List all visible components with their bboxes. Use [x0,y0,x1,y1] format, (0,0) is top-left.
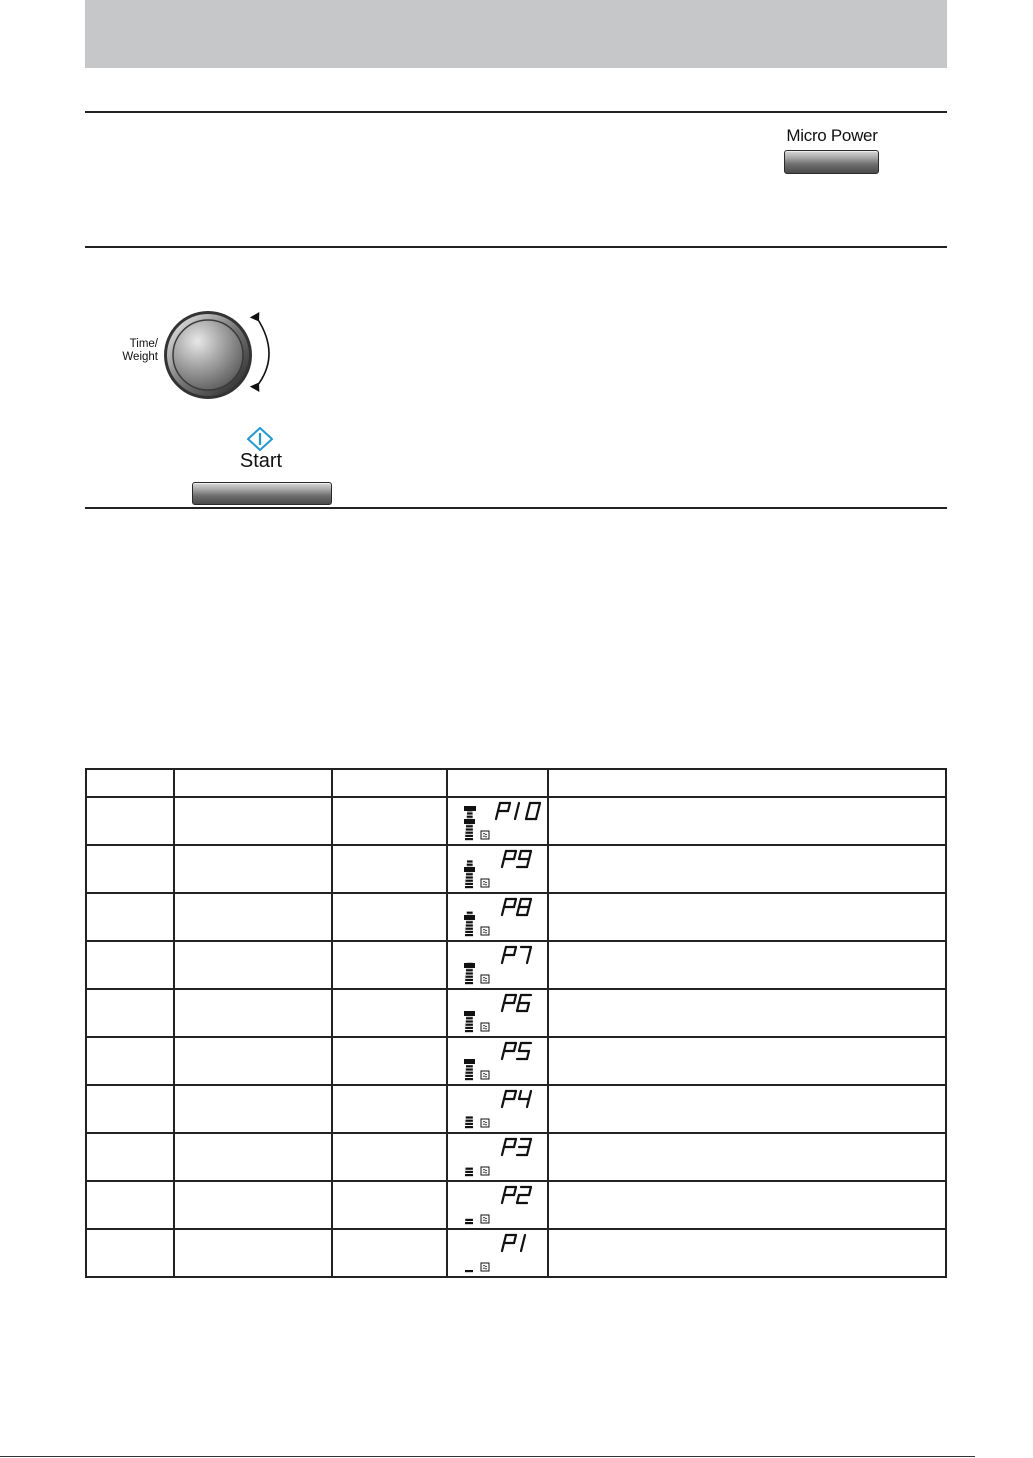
dial-label-line1: Time/ [129,338,158,350]
table-cell [86,797,174,845]
lcd-segment [514,851,516,859]
lcd-segment [504,1091,506,1099]
header-band [85,0,947,68]
lcd-segment [529,899,531,907]
pct50-marker [464,963,475,968]
power-bar [465,934,473,936]
table-cell [548,1133,946,1181]
power-bar [466,876,473,878]
power-bar [466,828,473,830]
power-bar [465,1030,473,1032]
lcd-segment [527,1003,529,1011]
footer-rule [0,1456,975,1457]
lcd-segment [514,1235,516,1243]
power-bar [466,972,473,974]
lcd-segment [517,803,519,811]
lcd-segment [504,1043,506,1051]
lcd-display-p8 [448,895,548,939]
lcd-segment [529,1187,531,1195]
table-cell [86,893,174,941]
table-cell [174,1085,332,1133]
lcd-display-p9 [448,847,548,891]
table-cell [332,1085,447,1133]
table-row [86,1133,946,1181]
lcd-segment [498,803,500,811]
power-bar [466,1020,473,1022]
dial-label-line2: Weight [122,351,158,363]
power-bar [465,1075,473,1077]
lcd-segment [514,995,516,1003]
power-bar [467,912,473,914]
power-bar [465,1171,473,1173]
lcd-segment [514,1187,516,1195]
microwave-wave-icon [483,1170,487,1174]
power-bar [466,1072,473,1074]
pct50-marker [464,1059,475,1064]
lcd-segment [517,1195,519,1203]
pct50-marker [464,867,475,872]
lcd-segment [519,1091,521,1099]
micro-power-button[interactable] [784,150,879,174]
table-cell [174,1133,332,1181]
table-cell [332,845,447,893]
table-cell [86,1229,174,1277]
display-cell [447,1037,548,1085]
power-bar [465,1174,473,1176]
table-row [86,941,946,989]
table-cell [86,1133,174,1181]
lcd-segment [502,1195,504,1203]
power-level-table [85,768,947,1278]
lcd-segment [508,803,510,811]
lcd-segment [517,907,519,915]
start-button[interactable] [192,482,332,505]
display-cell [447,1133,548,1181]
lcd-segment [502,859,504,867]
table-cell [548,797,946,845]
pct50-marker [464,1011,475,1016]
lcd-segment [527,859,529,867]
display-cell [447,845,548,893]
power-bar [465,931,473,933]
microwave-symbol-icon [481,1263,489,1271]
power-bar [466,928,473,930]
table-cell [174,1037,332,1085]
power-bar [466,976,473,978]
lcd-segment [527,1147,529,1155]
header-cell [86,769,174,797]
section-divider [85,246,947,248]
lcd-segment [527,907,529,915]
dial-label [106,338,158,364]
lcd-segment [528,803,530,811]
power-bar [466,873,473,875]
display-cell [447,893,548,941]
lcd-display-p4 [448,1087,548,1131]
table-cell [86,845,174,893]
display-cell [447,1181,548,1229]
lcd-segment [519,899,521,907]
power-bar [465,1126,473,1128]
table-cell [332,1133,447,1181]
microwave-symbol-icon [481,1023,489,1031]
lcd-segment [502,1051,504,1059]
table-cell [548,1229,946,1277]
table-row [86,1085,946,1133]
display-cell [447,1229,548,1277]
table-cell [332,1229,447,1277]
power-bar [467,860,473,862]
power-bar [466,1065,473,1067]
lcd-segment [517,1003,519,1011]
lcd-segment [496,811,498,819]
power-bar [466,825,473,827]
power-bar [465,1078,473,1080]
lcd-segment [529,851,531,859]
lcd-segment [519,1043,521,1051]
table-cell [174,1181,332,1229]
lcd-segment [504,899,506,907]
lcd-segment [502,1243,504,1251]
power-bar [465,838,473,840]
section-divider [85,111,947,113]
table-cell [174,797,332,845]
table-cell [174,893,332,941]
table-cell [174,845,332,893]
header-cell [174,769,332,797]
lcd-segment [504,1139,506,1147]
lcd-segment [514,947,516,955]
microwave-symbol-icon [481,1119,489,1127]
table-cell [332,941,447,989]
power-bar [467,812,473,814]
lcd-display-p10 [448,799,548,843]
power-bar [466,1168,473,1170]
table-cell [174,1229,332,1277]
display-cell [447,797,548,845]
lcd-segment [527,1099,529,1107]
power-bar [466,969,473,971]
lcd-segment [514,1139,516,1147]
table-row [86,989,946,1037]
lcd-display-p2 [448,1183,548,1227]
display-cell [447,941,548,989]
table-cell [86,1037,174,1085]
microwave-wave-icon [483,1026,487,1030]
microwave-wave-icon [483,1074,487,1078]
lcd-segment [504,995,506,1003]
pct50-marker [464,915,475,920]
table-row [86,1181,946,1229]
microwave-symbol-icon [481,975,489,983]
power-bar [466,832,473,834]
microwave-wave-icon [483,882,487,886]
table-cell [548,1085,946,1133]
microwave-wave-icon [483,930,487,934]
lcd-display-p7 [448,943,548,987]
microwave-wave-icon [483,834,487,838]
microwave-symbol-icon [481,831,489,839]
lcd-segment [502,1099,504,1107]
table-row [86,797,946,845]
table-cell [174,941,332,989]
power-bar [467,864,473,866]
power-bar [466,921,473,923]
power-bar [465,1219,473,1221]
table-cell [332,989,447,1037]
microwave-symbol-icon [481,1071,489,1079]
lcd-segment [527,955,529,963]
table-cell [548,1037,946,1085]
power-bar [465,979,473,981]
microwave-wave-icon [483,1218,487,1222]
table-cell [86,1085,174,1133]
display-cell [447,1085,548,1133]
lcd-segment [521,1243,523,1251]
lcd-display-p1 [448,1231,548,1275]
power-bar [466,1024,473,1026]
table-cell [86,989,174,1037]
header-cell [332,769,447,797]
table-cell [548,989,946,1037]
lcd-segment [504,851,506,859]
power-bar [465,1270,473,1272]
lcd-segment [504,947,506,955]
table-header-row [86,769,946,797]
lcd-segment [504,1187,506,1195]
power-bar [467,816,473,818]
power-bar [466,1120,473,1122]
table-row [86,893,946,941]
table-cell [174,989,332,1037]
lcd-segment [502,1147,504,1155]
power-bar [466,1116,473,1118]
microwave-symbol-icon [481,879,489,887]
lcd-segment [526,811,528,819]
table-cell [548,1181,946,1229]
microwave-symbol-icon [481,1215,489,1223]
lcd-segment [536,811,538,819]
microwave-symbol-icon [481,1167,489,1175]
start-label: Start [239,450,283,472]
table-row [86,845,946,893]
table-cell [86,941,174,989]
lcd-segment [514,899,516,907]
pct50-marker [464,819,475,824]
lcd-segment [502,907,504,915]
lcd-segment [502,955,504,963]
time-weight-dial[interactable] [163,308,283,413]
table-cell [332,1037,447,1085]
power-bar [465,883,473,885]
lcd-display-p6 [448,991,548,1035]
table-cell [548,893,946,941]
lcd-segment [538,803,540,811]
table-cell [332,797,447,845]
microwave-wave-icon [483,1266,487,1270]
power-bar [465,982,473,984]
table-cell [548,845,946,893]
table-cell [332,1181,447,1229]
power-bar [466,924,473,926]
start-diamond-icon [247,427,273,451]
header-cell [548,769,946,797]
lcd-segment [502,1003,504,1011]
lcd-segment [519,995,521,1003]
table-cell [86,1181,174,1229]
lcd-segment [527,1051,529,1059]
power-bar [465,835,473,837]
table-row [86,1229,946,1277]
lcd-segment [529,947,531,955]
lcd-segment [529,1091,531,1099]
header-cell [447,769,548,797]
table-row [86,1037,946,1085]
power-bar [466,880,473,882]
lcd-segment [504,1235,506,1243]
table-cell [548,941,946,989]
lcd-segment [514,1091,516,1099]
power-bar [466,1068,473,1070]
lcd-display-p5 [448,1039,548,1083]
lcd-segment [514,1043,516,1051]
power-bar [465,1027,473,1029]
pct100-marker [464,806,476,811]
section-divider [85,507,947,509]
power-bar [466,1017,473,1019]
rotate-arrow-icon [250,312,269,392]
lcd-segment [529,1139,531,1147]
microwave-wave-icon [483,1122,487,1126]
power-bar [465,886,473,888]
microwave-wave-icon [483,978,487,982]
lcd-segment [519,851,521,859]
micro-power-label: Micro Power [786,126,878,145]
power-bar [465,1123,473,1125]
table-cell [332,893,447,941]
microwave-symbol-icon [481,927,489,935]
lcd-segment [515,811,517,819]
display-cell [447,989,548,1037]
power-bar [465,1222,473,1224]
power-dial-icon [163,308,283,408]
lcd-display-p3 [448,1135,548,1179]
lcd-segment [523,1235,525,1243]
